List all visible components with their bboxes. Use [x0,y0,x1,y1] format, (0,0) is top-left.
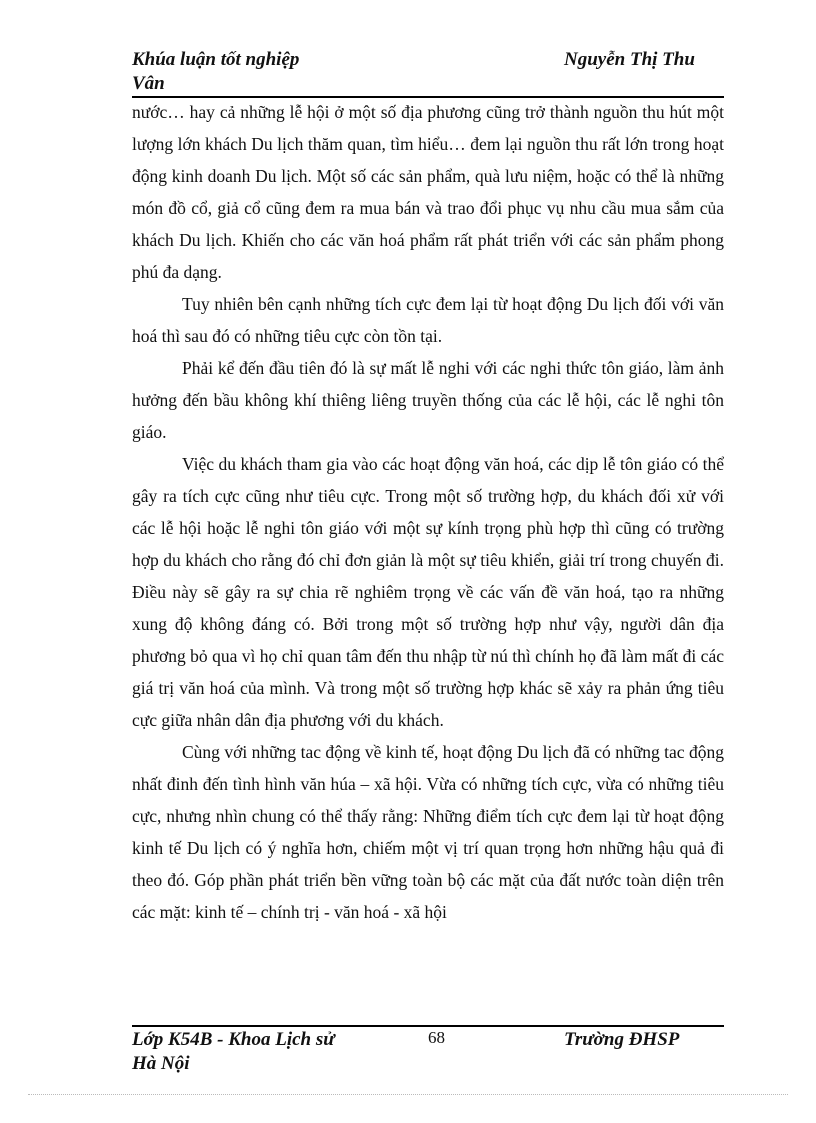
footer-university: Trường ĐHSP [564,1029,680,1050]
footer-rule [132,1025,724,1027]
document-body [132,96,724,928]
footer-class-department: Lớp K54B - Khoa Lịch sử [132,1029,335,1050]
header-thesis-title: Khúa luận tốt nghiệp [132,49,300,70]
footer-city: Hà Nội [132,1053,190,1074]
page-bottom-dotted-divider [28,1094,788,1095]
paragraph-3: Phải kể đến đầu tiên đó là sự mất lễ nghi với các nghi thức tôn giáo, làm ảnh hưởng đến bầu không khí thiêng liêng truyền thống của các lễ hội, các lễ nghi tôn giáo. [132,358,724,442]
paragraph-4: Việc du khách tham gia vào các hoạt động văn hoá, các dịp lễ tôn giáo có thể gây ra tích cực cũng như tiêu cực. Trong một số trường hợp, du khách đối xử với các lễ hội hoặc lễ nghi tôn giáo với một sự kính trọng phù hợp thì cũng có trường hợp du khách cho rằng đó chỉ đơn giản là một sự tiêu khiển, giải trí trong chuyến đi. Điều này sẽ gây ra sự chia rẽ nghiêm trọng về các vấn đề văn hoá, tạo ra những xung độ không đáng có. Bởi trong một số trường hợp như vậy, người dân địa phương bỏ qua vì họ chỉ quan tâm đến thu nhập từ nú thì chính họ đã làm mất đi các giá trị văn hoá của mình. Và trong một số trường hợp khác sẽ xảy ra phản ứng tiêu cực giữa nhân dân địa phương với du khách. [132,454,724,730]
header-author-name: Nguyễn Thị Thu [564,49,695,70]
page-number: 68 [428,1028,445,1047]
paragraph-1: nước… hay cả những lễ hội ở một số địa phương cũng trở thành nguồn thu hút một lượng lớn khách Du lịch thăm quan, tìm hiểu… đem lại nguồn thu rất lớn trong hoạt động kinh doanh Du lịch. Một số các sản phẩm, quà lưu niệm, hoặc có thể là những món đồ cổ, giả cổ cũng đem ra mua bán và trao đổi phục vụ nhu cầu mua sắm của khách Du lịch. Khiến cho các văn hoá phẩm rất phát triển với các sản phẩm phong phú đa dạng. [132,102,724,282]
header-author-name-continued: Vân [132,73,165,94]
paragraph-5: Cùng với những tac động về kinh tế, hoạt động Du lịch đã có những tac động nhất đinh đến tình hình văn húa – xã hội. Vừa có những tích cực, vừa có những tiêu cực, nhưng nhìn chung có thể thấy rằng: Những điểm tích cực đem lại từ hoạt động kinh tế Du lịch có ý nghĩa hơn, chiếm một vị trí quan trọng hơn những hậu quả đi theo đó. Góp phần phát triển bền vững toàn bộ các mặt của đất nước toàn diện trên các mặt: kinh tế – chính trị - văn hoá - xã hội [132,742,724,922]
paragraph-2: Tuy nhiên bên cạnh những tích cực đem lại từ hoạt động Du lịch đối với văn hoá thì sau đó có những tiêu cực còn tồn tại. [132,294,724,346]
